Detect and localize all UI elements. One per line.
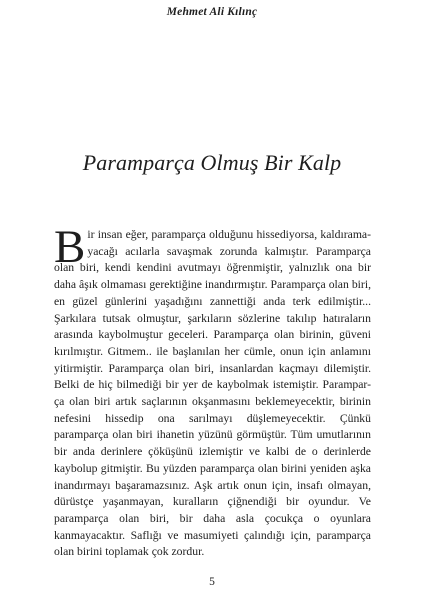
paragraph-text: ir insan eğer, paramparça olduğunu hissediyorsa, kaldırama-yacağı acılarla savaşmak zorunda kalmıştır. Paramparça olan biri, kendi kendini avutmayı öğrenmiştir, yalnızlık ona bir daha âşık olmaması gerektiğine inandırmıştır. Paramparça olan biri, en güzel günlerini yaşadığını zannettiği anda terk edilmiştir... Şarkılara tutsak olmuştur, şarkıların sözlerine takılıp hatıraların arasında kaybolmuştur geceleri. Paramparça olan birinin, güveni kırılmıştır. Gitmem.. ile başlanılan her cümle, onun için anlamını yitirmiştir. Paramparça olan biri, insanlardan kaçmayı dilemiştir. Belki de hiç bilmediği bir yer de kaybolmak istemiştir. Parampar-ça olan biri artık saçlarının okşanmasını beklemeyecektir, birinin nefesini hissedip ona sarılmayı düşlemeyecektir. Çünkü paramparça olan biri ihanetin yüzünü görmüştür. Tüm umutlarının bir anda derinlere çöküşünü izlemiştir ve kalbi de o derinlerde kaybolup gitmiştir. Bu yüzden paramparça olan birini yeniden aşka inandırmayı başaramazsınız. Aşk artık onun için, insafı olmayan, dürüstçe yaşanmayan, kuralların çiğnendiği bir oyundur. Ve paramparça olan biri, bir daha asla çocukça o oyunlara kanmayacaktır. Saflığı ve masumiyeti çalındığı için, paramparça olan birini toplamak çok zordur.	[54, 228, 371, 559]
running-head: Mehmet Ali Kılınç	[166, 6, 258, 18]
body-text	[54, 221, 371, 561]
page-number: 5	[209, 576, 215, 588]
body-paragraph	[54, 221, 371, 561]
chapter-title: Paramparça Olmuş Bir Kalp	[82, 150, 342, 175]
drop-cap: B	[54, 221, 86, 273]
